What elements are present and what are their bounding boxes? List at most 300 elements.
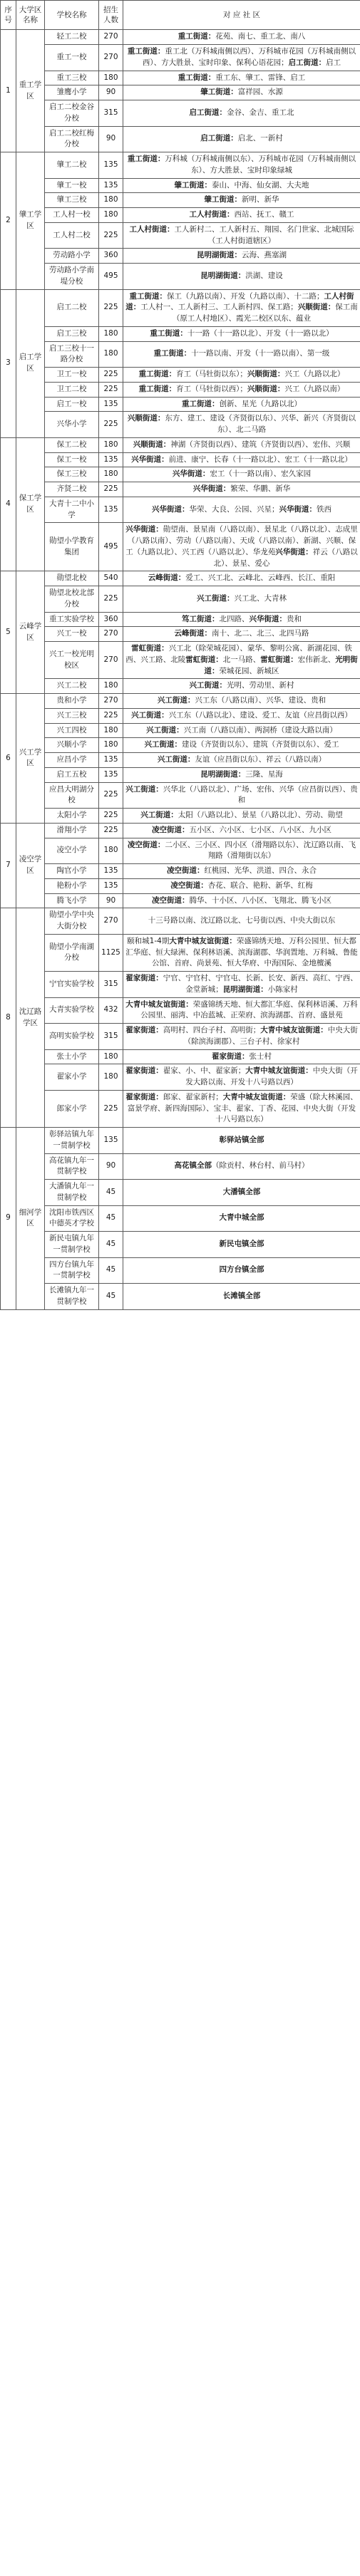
community-area: [123, 397, 360, 412]
community-list: 五小区、六小区、七小区、八小区、九小区: [189, 825, 331, 834]
street-label: 大潘镇全部: [222, 1187, 261, 1196]
enroll-count: 495: [99, 264, 123, 290]
table-row: [1, 126, 360, 152]
community-list: 启工: [326, 58, 341, 67]
header-seq: 序号: [1, 1, 16, 30]
enroll-count: 180: [99, 208, 123, 223]
street-label: 启工街道：: [288, 58, 326, 67]
enroll-count: 135: [99, 452, 123, 467]
street-label: 兴工街道：: [125, 784, 163, 794]
table-row: [1, 71, 360, 85]
enroll-count: 270: [99, 627, 123, 642]
header-enroll: 招生人数: [99, 1, 123, 30]
community-area: [123, 193, 360, 208]
street-label: 兴工街道：: [146, 725, 184, 734]
enroll-count: 225: [99, 586, 123, 613]
street-label: 雷虹街道：: [185, 655, 223, 664]
street-label: 兴华街道：: [192, 484, 231, 494]
community-list: （除贡村、林台村、前马村）: [212, 1161, 309, 1170]
table-row: [1, 1284, 360, 1310]
school-name: 腾飞小学: [45, 893, 99, 908]
school-name: 兴工二校: [45, 679, 99, 694]
community-area: [123, 782, 360, 809]
community-area: [123, 642, 360, 679]
enroll-count: 270: [99, 908, 123, 935]
community-list: 启北、一新村: [237, 134, 283, 143]
community-area: [123, 382, 360, 397]
street-label: 光明街道：: [204, 655, 358, 675]
community-list: 东方、建工、建设（齐贤街以东）、兴华、新兴（齐贤街以东）、北二马路: [165, 414, 356, 435]
school-name: 启工二校金谷分校: [45, 100, 99, 127]
table-row: [1, 809, 360, 824]
table-row: [1, 1205, 360, 1232]
table-row: [1, 838, 360, 864]
group-district: 肇工学区: [16, 152, 45, 290]
table-row: [1, 249, 360, 264]
street-label: 兴工街道：: [157, 696, 195, 705]
community-area: [123, 694, 360, 709]
street-label: 兴华街道：: [275, 547, 313, 556]
community-area: [123, 100, 360, 127]
community-area: [123, 1064, 360, 1091]
school-name: 大青实验学校: [45, 997, 99, 1024]
community-list: 荣盛锦绣天地、万科公园里、恒大都汇华庭、恒大绿洲、保利林语溪、滨海湖郡、华润置地、万科城、鲁能公馆、首府、尚景苑、恒大华府、中海国际、金地檀溪: [125, 936, 358, 968]
table-row: [1, 586, 360, 613]
community-list: 十三号路以南、沈辽路以北、七号街以西、中央大街以东: [148, 916, 336, 925]
table-row: [1, 523, 360, 571]
header-area: 对 应 社 区: [123, 1, 360, 30]
street-label: 兴华街道：: [279, 504, 317, 514]
school-name: 太阳小学: [45, 809, 99, 824]
enroll-count: 180: [99, 71, 123, 85]
school-name: 贵和小学: [45, 694, 99, 709]
enroll-count: 45: [99, 1257, 123, 1284]
community-list: 兴工南（八路以南）、两洞桥（建设大路以南）: [183, 725, 337, 734]
community-list: 祥云（八路以北）、景星、爱心: [213, 547, 358, 568]
community-list: 华荣、大良、公园、兴星；: [189, 504, 279, 514]
community-area: [123, 586, 360, 613]
enroll-count: 495: [99, 523, 123, 571]
community-list: 荣城花园、新城区: [219, 666, 279, 675]
table-row: [1, 1257, 360, 1284]
enroll-count: 180: [99, 437, 123, 452]
table-row: [1, 823, 360, 838]
street-label: 重工街道：: [129, 291, 167, 301]
school-name: 卫工二校: [45, 382, 99, 397]
community-list: 万科城（万科城南侧以东）、万科城市花园（万科城南侧以东）、方大胜景、宝时印象绿城: [165, 155, 356, 175]
community-list: 北四路、: [219, 614, 250, 623]
community-area: [123, 71, 360, 85]
street-label: 兴华街道：: [131, 455, 169, 464]
table-row: [1, 1024, 360, 1050]
enroll-count: 90: [99, 126, 123, 152]
street-label: 肇工街道：: [174, 180, 212, 189]
community-area: [123, 908, 360, 935]
enroll-count: 90: [99, 85, 123, 100]
community-list: 工人村一、工人新村三、工人新村四、保工路；: [140, 303, 298, 312]
school-name: 齐贤二校: [45, 482, 99, 497]
school-name: 启工五校: [45, 767, 99, 782]
school-name: 保工三校: [45, 467, 99, 482]
community-area: [123, 878, 360, 893]
table-row: [1, 679, 360, 694]
school-name: 勋望小学中央大街分校: [45, 908, 99, 935]
school-name: 沈阳市铁西区中德英才学校: [45, 1205, 99, 1232]
street-label: 工人村街道：: [189, 210, 235, 219]
community-list: 建设（齐贤街以东）、建筑（齐贤街以东）、爱工: [182, 740, 339, 749]
table-row: [1, 642, 360, 679]
group-seq: 2: [1, 152, 16, 290]
community-area: [123, 934, 360, 971]
community-area: [123, 723, 360, 738]
community-area: [123, 893, 360, 908]
community-area: [123, 1153, 360, 1180]
community-list: 重工北（万科城南侧以西）、万科城市花园（万科城南侧以西）、方大胜景、宝时印象、保利心语花园；: [142, 47, 356, 67]
community-list: 保工南（原工人村地区）、霞光二校区以东、蕴业: [172, 303, 358, 323]
group-seq: 5: [1, 571, 16, 694]
community-list: 重工东、肇工、雷锋、启工: [215, 73, 306, 82]
community-area: [123, 523, 360, 571]
table-row: [1, 1232, 360, 1258]
street-label: 新民屯镇全部: [219, 1239, 264, 1248]
street-label: 雷虹街道：: [131, 644, 169, 653]
school-name: 彰驿站镇九年一贯制学校: [45, 1128, 99, 1154]
street-label: 翟家街道：: [125, 1092, 163, 1101]
enroll-count: 1125: [99, 934, 123, 971]
school-name: 兴工四校: [45, 723, 99, 738]
street-label: 重工街道：: [127, 47, 165, 56]
school-name: 启工三校: [45, 326, 99, 341]
table-row: [1, 627, 360, 642]
community-area: [123, 1049, 360, 1064]
enroll-count: 180: [99, 738, 123, 753]
street-label: 兴工街道：: [144, 740, 182, 749]
community-list: 中央大街（开发大路以南、开发十八号路以西）: [185, 1066, 358, 1087]
school-name: 重工三校: [45, 71, 99, 85]
enroll-count: 540: [99, 571, 123, 586]
community-area: [123, 30, 360, 45]
table-row: [1, 767, 360, 782]
school-name: 肇工一校: [45, 178, 99, 193]
group-seq: 9: [1, 1128, 16, 1310]
table-row: [1, 368, 360, 383]
group-seq: 3: [1, 289, 16, 437]
table-row: [1, 326, 360, 341]
community-list: 兴工东（八路以南）、兴华、建设、贵和: [195, 696, 326, 705]
street-label: 兴工街道：: [131, 710, 169, 720]
school-name: 应昌小学: [45, 753, 99, 768]
community-list: 十一路（十一路以北）、开发（十一路以北）: [187, 328, 334, 338]
community-list: 前进、康宁、长春（十一路以北）、宏工（十一路以北）: [168, 455, 352, 464]
community-list: 高明村、四台子村、高明街；: [163, 1026, 261, 1035]
community-area: [123, 679, 360, 694]
school-name: 张士小学: [45, 1049, 99, 1064]
enroll-count: 135: [99, 397, 123, 412]
table-row: [1, 100, 360, 127]
community-list: 兴工（九路以南）: [284, 384, 345, 393]
street-label: 兴顺街道：: [297, 303, 336, 312]
enroll-count: 225: [99, 382, 123, 397]
enroll-count: 135: [99, 152, 123, 179]
community-list: 宏伟新北、: [297, 655, 336, 664]
street-label: 肇工街道：: [200, 88, 238, 97]
group-district: 云峰学区: [16, 571, 45, 694]
community-area: [123, 1024, 360, 1050]
street-label: 翟家街道：: [125, 974, 163, 983]
school-name: 雏鹰小学: [45, 85, 99, 100]
table-row: [1, 893, 360, 908]
street-label: 长滩镇全部: [222, 1291, 261, 1300]
community-area: [123, 452, 360, 467]
school-name: 重工一校: [45, 45, 99, 71]
school-name: 勋望小学教育集团: [45, 523, 99, 571]
table-row: [1, 85, 360, 100]
community-list: 富祥园、水源: [237, 88, 283, 97]
school-name: 启工二校红梅分校: [45, 126, 99, 152]
street-label: 工人村街道：: [125, 291, 354, 312]
enroll-count: 225: [99, 809, 123, 824]
enroll-count: 180: [99, 326, 123, 341]
community-list: 二小区、三小区、四小区（滑翔路以东）、沈辽路以南、飞翔路（滑翔街以东）: [165, 840, 356, 861]
street-label: 翟家街道：: [212, 1051, 250, 1061]
community-list: 兴工东（八路以北）、建设、爱工、友谊（应昌街以西）: [168, 710, 352, 720]
street-label: 笃工街道：: [182, 614, 220, 623]
group-district: 细河学区: [16, 1128, 45, 1310]
school-name: 陶官小学: [45, 864, 99, 879]
community-area: [123, 249, 360, 264]
street-label: 云峰街道：: [174, 629, 212, 638]
community-area: [123, 467, 360, 482]
community-list: 荣盛锦绣天地、恒大都汇华庭、保利林语溪、万科公园里、丽湾、中冶蓝城、正荣府、滨海湖郡、首府、盛景苑: [140, 999, 358, 1020]
school-name: 大潘镇九年一贯制学校: [45, 1180, 99, 1206]
street-label: 兴顺街道：: [127, 414, 165, 423]
community-list: 兴工北（除荣城花园）、蒙华、黎明公寓、新湖花园、铁西、兴工路、北陵: [125, 644, 352, 664]
street-label: 肇工街道：: [204, 195, 242, 204]
table-row: [1, 208, 360, 223]
enroll-count: 225: [99, 222, 123, 249]
community-list: 颐和城1-4期: [127, 936, 170, 945]
community-list: 南十、北二、北三、北四马路: [212, 629, 309, 638]
community-list: 泰山、中海、仙女湖、大夫地: [212, 180, 309, 189]
street-label: 重工街道：: [178, 73, 216, 82]
street-label: 兴华街道：: [172, 469, 210, 479]
community-list: 金谷、金吉、重工北: [227, 108, 294, 117]
community-area: [123, 437, 360, 452]
community-area: [123, 1180, 360, 1206]
school-name: 应昌大明湖分校: [45, 782, 99, 809]
enroll-count: 225: [99, 708, 123, 723]
school-name: 郎家小学: [45, 1090, 99, 1127]
enroll-count: 180: [99, 1064, 123, 1091]
school-name: 启工二校: [45, 289, 99, 326]
table-body: [1, 30, 360, 1309]
street-label: 大青中城友谊街道：: [169, 936, 237, 945]
enroll-count: 270: [99, 30, 123, 45]
table-row: [1, 782, 360, 809]
enroll-count: 180: [99, 467, 123, 482]
street-label: 高花镇全部: [174, 1161, 212, 1170]
community-list: 西站、抚工、赣工: [234, 210, 294, 219]
table-row: [1, 467, 360, 482]
table-row: [1, 1128, 360, 1154]
school-name: 艳粉小学: [45, 878, 99, 893]
school-name: 勋望北校北部分校: [45, 586, 99, 613]
table-row: [1, 571, 360, 586]
street-label: 大青中城友谊街道：: [125, 999, 193, 1009]
table-row: [1, 452, 360, 467]
community-list: 杏花、联合、艳粉、新华、红梅: [207, 881, 313, 890]
community-list: 洪湖、建设: [245, 271, 283, 280]
enroll-count: 360: [99, 612, 123, 627]
community-area: [123, 627, 360, 642]
community-area: [123, 708, 360, 723]
community-area: [123, 823, 360, 838]
community-area: [123, 809, 360, 824]
street-label: 兴工街道：: [157, 755, 195, 764]
enroll-count: 225: [99, 782, 123, 809]
school-name: 启工三校十一路分校: [45, 341, 99, 368]
table-row: [1, 1180, 360, 1206]
enroll-count: 180: [99, 838, 123, 864]
school-name: 长滩镇九年一贯制学校: [45, 1284, 99, 1310]
table-row: [1, 289, 360, 326]
community-area: [123, 1128, 360, 1154]
street-label: 兴华街道：: [152, 504, 190, 514]
header-district: 大学区名称: [16, 1, 45, 30]
group-district: 保工学区: [16, 437, 45, 571]
community-list: 张士村: [249, 1051, 272, 1061]
community-list: 翟家、小、中、翟家新；: [163, 1066, 246, 1076]
school-name: 劳动路小学南堤分校: [45, 264, 99, 290]
school-name: 工人村一校: [45, 208, 99, 223]
enroll-count: 225: [99, 1090, 123, 1127]
enroll-count: 315: [99, 1024, 123, 1050]
enroll-count: 270: [99, 642, 123, 679]
table-row: [1, 382, 360, 397]
community-area: [123, 1205, 360, 1232]
street-label: 凌空街道：: [152, 825, 190, 834]
community-area: [123, 341, 360, 368]
table-row: [1, 1090, 360, 1127]
table-row: [1, 437, 360, 452]
table-row: [1, 708, 360, 723]
street-label: 兴顺街道：: [247, 370, 285, 379]
street-label: 彰驿站镇全部: [219, 1135, 264, 1144]
table-row: [1, 178, 360, 193]
school-name: 滑翔小学: [45, 823, 99, 838]
enroll-count: 135: [99, 753, 123, 768]
enroll-count: 135: [99, 178, 123, 193]
community-list: 腾华、十小区、八小区、飞翔北、腾飞小区: [189, 895, 331, 905]
enroll-count: 225: [99, 368, 123, 383]
community-list: 友谊（应昌街以东）、祥云（八路以南）: [195, 755, 326, 764]
enroll-count: 180: [99, 1049, 123, 1064]
enroll-count: 90: [99, 1153, 123, 1180]
community-list: 云海、燕塞湖: [242, 251, 287, 260]
group-district: 启工学区: [16, 289, 45, 437]
enroll-count: 135: [99, 878, 123, 893]
community-list: 宁官、宁官村、宁官屯、长新、长安、新西、高红、宁西、金堂新城；: [163, 974, 358, 994]
table-row: [1, 612, 360, 627]
table-row: [1, 738, 360, 753]
community-list: 新明、新华: [242, 195, 279, 204]
school-name: 启工一校: [45, 397, 99, 412]
street-label: 兴顺街道：: [133, 440, 171, 449]
community-area: [123, 482, 360, 497]
school-name: 凌空小学: [45, 838, 99, 864]
community-list: 中央大街（除滨海湖郡）、三台子村、徐家村: [183, 1026, 358, 1046]
street-label: 重工街道：: [178, 32, 216, 41]
table-row: [1, 694, 360, 709]
table-row: [1, 30, 360, 45]
community-area: [123, 767, 360, 782]
community-area: [123, 45, 360, 71]
school-name: 劳动路小学: [45, 249, 99, 264]
community-list: 铁西: [317, 504, 331, 514]
community-area: [123, 1284, 360, 1310]
group-seq: 8: [1, 908, 16, 1128]
community-list: 兴工（九路以北）: [284, 370, 345, 379]
street-label: 兴华街道：: [125, 525, 163, 534]
community-list: 兴工北、大青林: [234, 593, 287, 603]
street-label: 翟家街道：: [125, 1026, 163, 1035]
school-name: 勋望北校: [45, 571, 99, 586]
header-row: [1, 1, 360, 30]
enroll-count: 225: [99, 823, 123, 838]
enroll-count: 432: [99, 997, 123, 1024]
table-row: [1, 341, 360, 368]
street-label: 昆明湖街道：: [200, 769, 246, 779]
school-name: 兴华小学: [45, 412, 99, 438]
group-district: 重工学区: [16, 30, 45, 152]
community-area: [123, 152, 360, 179]
table-row: [1, 997, 360, 1024]
community-area: [123, 126, 360, 152]
school-name: 四方台镇九年一贯制学校: [45, 1257, 99, 1284]
school-name: 兴工三校: [45, 708, 99, 723]
table-row: [1, 264, 360, 290]
community-list: 光明、劳动里、新村: [227, 681, 294, 690]
street-label: 大青中城友谊街道：: [222, 1092, 291, 1101]
enroll-count: 360: [99, 249, 123, 264]
group-seq: 7: [1, 823, 16, 908]
header-school: 学校名称: [45, 1, 99, 30]
school-name: 卫工一校: [45, 368, 99, 383]
community-list: 太阳（八路以北）、景星（八路以北）、劳动、勋望: [178, 811, 343, 820]
community-area: [123, 208, 360, 223]
community-list: 保工（九路以南）、开发（九路以南）、十二路；: [167, 291, 324, 301]
street-label: 重工街道：: [182, 399, 220, 408]
community-list: 宏工（十一路以南）、宏久家园: [210, 469, 312, 479]
street-label: 大青中城友谊街道：: [260, 1026, 328, 1035]
school-name: 肇工二校: [45, 152, 99, 179]
street-label: 雷虹街道：: [260, 655, 298, 664]
table-row: [1, 1153, 360, 1180]
table-row: [1, 723, 360, 738]
street-label: 启工街道：: [200, 134, 238, 143]
community-area: [123, 838, 360, 864]
table-row: [1, 753, 360, 768]
community-area: [123, 612, 360, 627]
community-list: 繁荣、华鹏、新华: [230, 484, 291, 494]
street-label: 兴华街道：: [249, 614, 287, 623]
group-seq: 1: [1, 30, 16, 152]
community-area: [123, 222, 360, 249]
table-row: [1, 497, 360, 523]
enroll-count: 180: [99, 341, 123, 368]
street-label: 工人村街道：: [129, 224, 175, 234]
street-label: 大青中城友谊街道：: [245, 1066, 313, 1076]
